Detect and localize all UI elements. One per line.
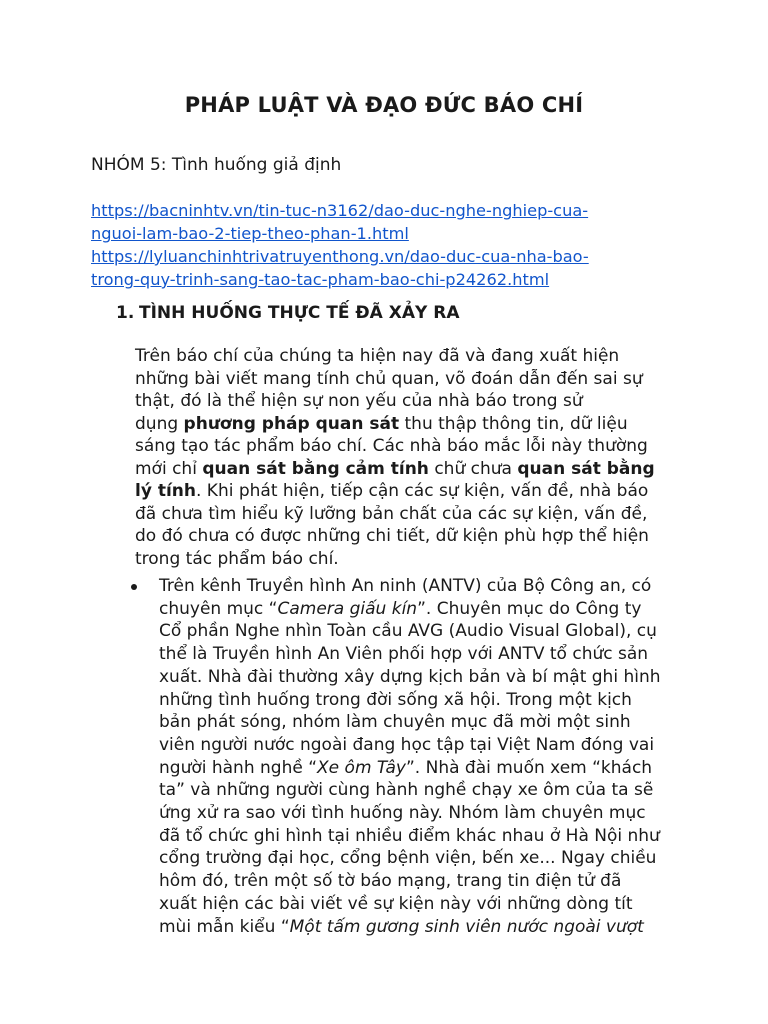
bold-term: lý tính bbox=[135, 481, 196, 501]
reference-link-1-continued[interactable] bbox=[91, 222, 589, 245]
section-heading bbox=[116, 303, 460, 323]
bullet-line: viên người nước ngoài đang học tập tại Việt Nam đóng vai bbox=[159, 734, 655, 755]
paragraph-line: thật, đó là thể hiện sự non yếu của nhà báo trong sử bbox=[135, 391, 583, 411]
section-heading-text: TÌNH HUỐNG THỰC TẾ ĐÃ XẢY RA bbox=[139, 303, 460, 323]
bullet-line bbox=[159, 598, 719, 621]
paragraph-line: Trên báo chí của chúng ta hiện nay đã và đang xuất hiện bbox=[135, 346, 620, 366]
italic-term: Camera giấu kín bbox=[277, 598, 418, 619]
text-run: thu thập thông tin, dữ liệu bbox=[399, 413, 628, 434]
text-run: ”. Nhà đài muốn xem “khách bbox=[405, 757, 653, 778]
text-run: ”. Chuyên mục do Công ty bbox=[417, 598, 642, 619]
bullet-line: những tình huống trong đời sống xã hội. Trong một kịch bbox=[159, 689, 632, 710]
text-run: người hành nghề “ bbox=[159, 757, 318, 778]
bold-term: quan sát bằng cảm tính bbox=[202, 458, 429, 479]
bullet-dot-icon bbox=[131, 584, 137, 590]
paragraph-line: trong tác phẩm báo chí. bbox=[135, 548, 339, 569]
paragraph-line: sáng tạo tác phẩm báo chí. Các nhà báo mắc lỗi này thường bbox=[135, 436, 648, 456]
bullet-line: ta” và những người cùng hành nghề chạy xe ôm của ta sẽ bbox=[159, 780, 654, 801]
bullet-line: cổng trường đại học, cổng bệnh viện, bến xe... Ngay chiều bbox=[159, 848, 657, 869]
bullet-line: đã tổ chức ghi hình tại nhiều điểm khác nhau ở Hà Nội như bbox=[159, 825, 660, 846]
bullet-line: Trên kênh Truyền hình An ninh (ANTV) của Bộ Công an, có bbox=[159, 576, 652, 596]
reference-link-1-line-1: https://bacninhtv.vn/tin-tuc-n3162/dao-duc-nghe-nghiep-cua- bbox=[91, 201, 589, 220]
paragraph-line: những bài viết mang tính chủ quan, võ đoán dẫn đến sai sự bbox=[135, 368, 643, 389]
paragraph-line bbox=[135, 413, 695, 436]
bullet-line: thể là Truyền hình An Viên phối hợp với ANTV tổ chức sản bbox=[159, 644, 649, 665]
bold-term: phương pháp quan sát bbox=[183, 413, 400, 434]
text-run: . Khi phát hiện, tiếp cận các sự kiện, vấn đề, nhà báo bbox=[196, 481, 649, 501]
reference-link-1[interactable] bbox=[91, 199, 589, 222]
bullet-text bbox=[159, 575, 719, 938]
bold-term: quan sát bằng bbox=[517, 458, 655, 479]
bullet-line: ứng xử ra sao với tình huống này. Nhóm làm chuyên mục bbox=[159, 803, 646, 824]
bullet-line: xuất. Nhà đài thường xây dựng kịch bản và bí mật ghi hình bbox=[159, 666, 661, 687]
reference-link-2-continued[interactable] bbox=[91, 268, 589, 291]
document-title: PHÁP LUẬT VÀ ĐẠO ĐỨC BÁO CHÍ bbox=[184, 93, 584, 117]
bullet-line: bản phát sóng, nhóm làm chuyên mục đã mời một sinh bbox=[159, 712, 631, 733]
bullet-line bbox=[159, 757, 719, 780]
paragraph-line bbox=[135, 458, 695, 481]
italic-term: Một tấm gương sinh viên nước ngoài vượt bbox=[289, 916, 644, 937]
reference-link-1-line-2: nguoi-lam-bao-2-tiep-theo-phan-1.html bbox=[91, 224, 409, 243]
reference-links bbox=[91, 199, 589, 291]
text-run: chữ chưa bbox=[428, 458, 518, 479]
reference-link-2-line-2: trong-quy-trinh-sang-tao-tac-pham-bao-chi-p24262.html bbox=[91, 270, 550, 289]
text-run: dụng bbox=[135, 413, 184, 434]
paragraph-line: đã chưa tìm hiểu kỹ lưỡng bản chất của các sự kiện, vấn đề, bbox=[135, 503, 648, 524]
bullet-line: Cổ phần Nghe nhìn Toàn cầu AVG (Audio Visual Global), cụ bbox=[159, 621, 657, 642]
intro-paragraph bbox=[135, 345, 695, 570]
group-line: NHÓM 5: Tình huống giả định bbox=[91, 155, 342, 175]
reference-link-2-line-1: https://lyluanchinhtrivatruyenthong.vn/dao-duc-cua-nha-bao- bbox=[91, 247, 589, 266]
text-run: mùi mẫn kiểu “ bbox=[159, 916, 290, 937]
text-run: mới chỉ bbox=[135, 458, 203, 479]
italic-term: Xe ôm Tây bbox=[317, 757, 406, 778]
bullet-line: hôm đó, trên một số tờ báo mạng, trang tin điện tử đã bbox=[159, 871, 622, 892]
reference-link-2[interactable] bbox=[91, 245, 589, 268]
section-number: 1. bbox=[116, 303, 135, 323]
bullet-line: xuất hiện các bài viết về sự kiện này với những dòng tít bbox=[159, 893, 633, 914]
bullet-line bbox=[159, 916, 719, 939]
paragraph-line bbox=[135, 480, 695, 503]
text-run: chuyên mục “ bbox=[159, 598, 278, 619]
paragraph-line: do đó chưa có được những chi tiết, dữ kiện phù hợp thể hiện bbox=[135, 526, 649, 546]
